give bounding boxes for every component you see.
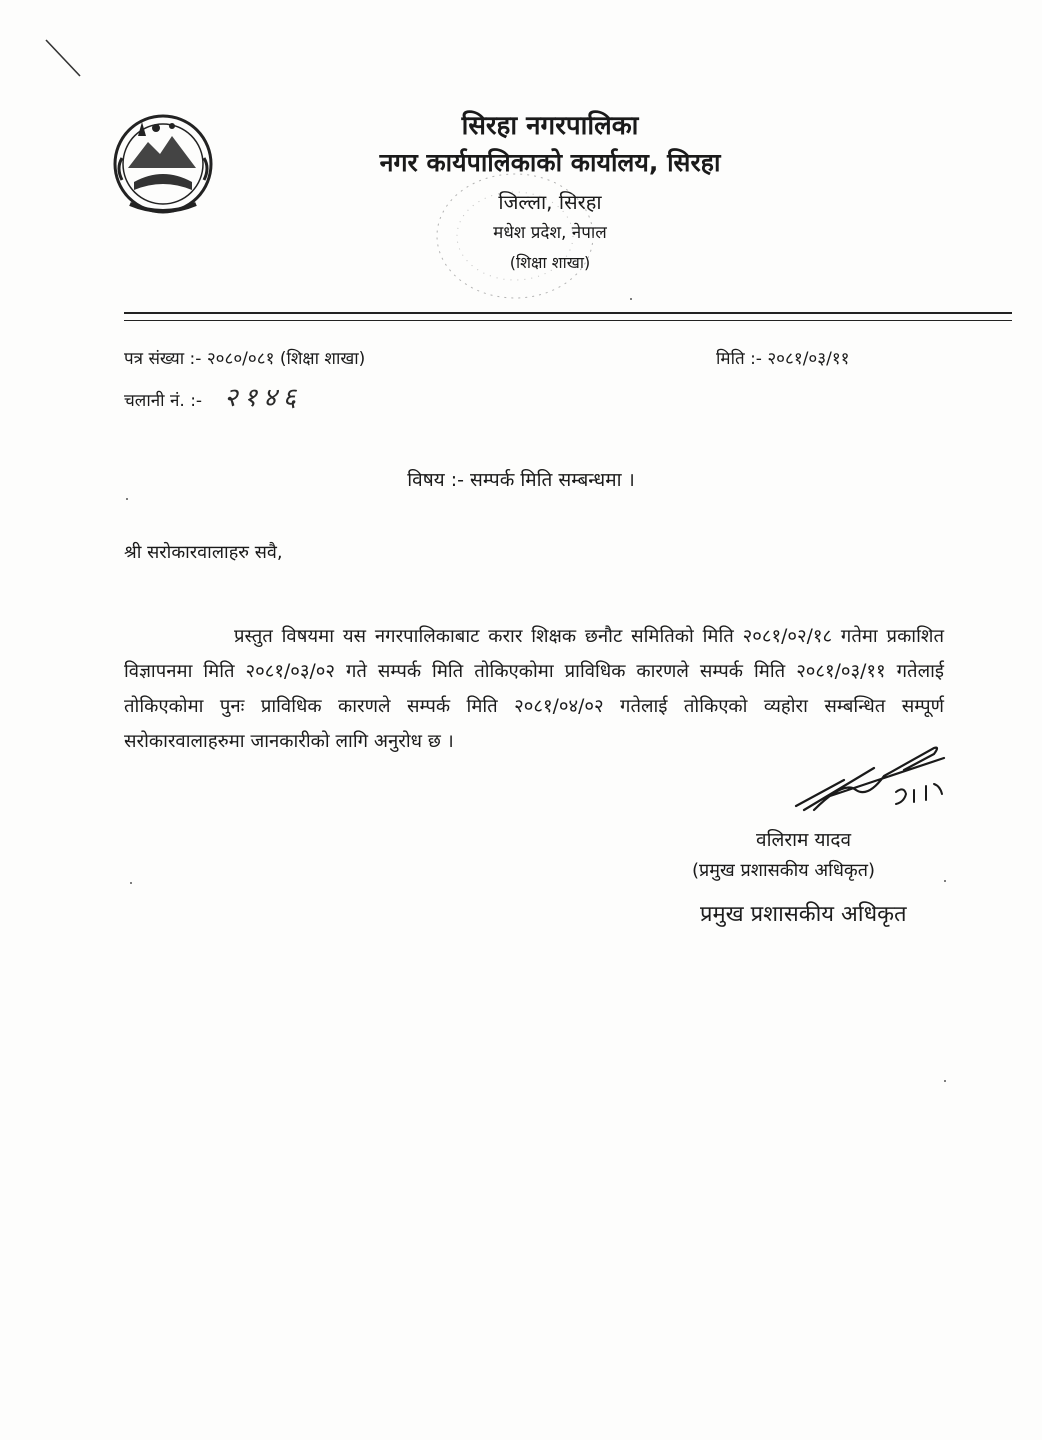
nepal-emblem-icon <box>108 108 218 220</box>
letterhead <box>300 108 800 278</box>
corner-scratch-mark <box>42 36 86 80</box>
scan-speck <box>944 1080 946 1082</box>
dispatch-number-line <box>124 378 302 414</box>
organization-name: सिरहा नगरपालिका <box>461 111 639 141</box>
dispatch-number-handwritten: २१४६ <box>224 383 303 413</box>
province-name: मधेश प्रदेश, नेपाल <box>493 223 607 243</box>
handwritten-signature <box>784 740 954 820</box>
office-name: नगर कार्यपालिकाको कार्यालय, सिरहा <box>379 148 721 177</box>
reference-number: पत्र संख्या :- २०८०/०८१ (शिक्षा शाखा) <box>124 349 366 369</box>
letter-body: प्रस्तुत विषयमा यस नगरपालिकाबाट करार शिक्षक छनौट समितिको मिति २०८१/०२/१८ गतेमा प्रकाशित विज्ञापनमा मिति २०८१/०३/०२ गते सम्पर्क मिति तोकिएकोमा प्राविधिक कारणले सम्पर्क मिति २०८१/०३/११ गतेलाई तोकिएकोमा पुनः प्राविधिक कारणले सम्पर्क मिति २०८१/०४/०२ गतेलाई तोकिएको व्यहोरा सम्बन्धित सम्पूर्ण सरोकारवालाहरुमा जानकारीको लागि अनुरोध छ । <box>124 625 944 752</box>
letter-subject: विषय :- सम्पर्क मिति सम्बन्धमा । <box>407 469 635 491</box>
letter-date: मिति :- २०८१/०३/११ <box>716 349 850 369</box>
district-name: जिल्ला, सिरहा <box>498 190 602 214</box>
scan-speck <box>630 298 632 300</box>
salutation: श्री सरोकारवालाहरु सवै, <box>124 542 283 563</box>
signer-name: वलिराम यादव <box>756 829 852 851</box>
scan-speck <box>130 882 132 884</box>
section-name: (शिक्षा शाखा) <box>509 253 591 272</box>
header-divider <box>124 312 1012 314</box>
scan-speck <box>126 498 128 500</box>
dispatch-label: चलानी नं. :- <box>124 391 203 411</box>
title-stamp: प्रमुख प्रशासकीय अधिकृत <box>700 902 907 927</box>
signer-title: (प्रमुख प्रशासकीय अधिकृत) <box>692 860 876 881</box>
scan-speck <box>944 880 946 882</box>
header-divider-thin <box>124 320 1012 321</box>
